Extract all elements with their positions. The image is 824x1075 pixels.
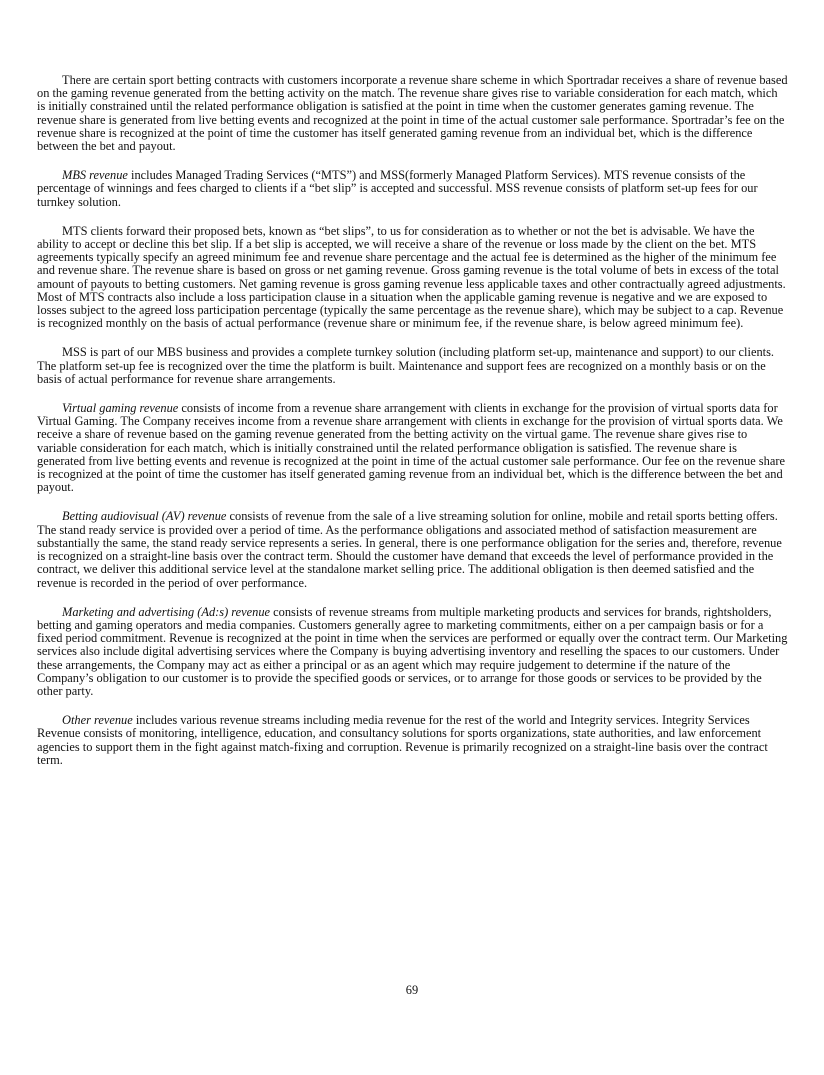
paragraph-revenue-share xyxy=(37,74,788,153)
paragraph-text: consists of revenue from the sale of a live streaming solution for online, mobile and retail sports betting offers. The stand ready service is provided over a period of time. As the performance obligations and associated method of satisfaction measurement are substantially the same, the stand ready service represents a series. In general, there is one performance obligation for the series and, therefore, revenue is recognized on a straight-line basis over the contract term. Should the customer have demand that exceeds the level of performance provided in the contract, we deliver this additional service level at the standalone market selling price. The additional obligation is then deemed satisfied and the revenue is recorded in the period of over performance. xyxy=(37,509,782,590)
paragraph-lead-term: Betting audiovisual (AV) revenue xyxy=(62,509,227,524)
paragraph-mbs-revenue xyxy=(37,169,788,209)
paragraph-virtual-gaming-revenue xyxy=(37,402,788,494)
paragraph-text: MSS is part of our MBS business and provides a complete turnkey solution (including platform set-up, maintenance and support) to our clients. The platform set-up fee is recognized over the time the platform is built. Maintenance and support fees are recognized on a monthly basis or on the basis of actual performance for revenue share arrangements. xyxy=(37,345,775,386)
paragraph-text: includes various revenue streams including media revenue for the rest of the world and Integrity services. Integrity Services Revenue consists of monitoring, intelligence, education, and consultancy solutions for sports organizations, state authorities, and law enforcement agencies to support them in the fight against match-fixing and corruption. Revenue is primarily recognized on a straight-line basis over the contract term. xyxy=(37,713,768,767)
paragraph-lead-term: MBS revenue xyxy=(62,168,128,183)
paragraph-text: There are certain sport betting contracts with customers incorporate a revenue share scheme in which Sportradar receives a share of revenue based on the gaming revenue generated from the betting activity on the match. The revenue share gives rise to variable consideration for each match, which is initially constrained until the related performance obligation is satisfied at the point in time when the customer generates gaming revenue. The revenue share is generated from live betting events and recognized at the point in time of the actual customer sale performance. Sportradar’s fee on the revenue share is recognized at the point of time the customer has itself generated gaming revenue from an individual bet, which is the difference between the bet and payout. xyxy=(37,73,788,154)
paragraph-other-revenue xyxy=(37,714,788,767)
paragraph-text: consists of revenue streams from multiple marketing products and services for brands, rightsholders, betting and gaming operators and media companies. Customers generally agree to marketing commitments, either on a per campaign basis or for a fixed period commitment. Revenue is recognized at the point in time when the services are performed or equally over the contract term. Our Marketing services also include digital advertising services where the Company is buying advertising inventory and reselling the spaces to our customers. Under these arrangements, the Company may act as either a principal or as an agent which may require judgement to determine if the nature of the Company’s obligation to our customer is to provide the specified goods or services, or to arrange for those goods or services to be provided by the other party. xyxy=(37,604,788,698)
paragraph-text: consists of income from a revenue share arrangement with clients in exchange for the provision of virtual sports data for Virtual Gaming. The Company receives income from a revenue share arrangement with clients in exchange for the provision of virtual sports data. We receive a share of revenue based on the gaming revenue generated from the betting activity on the virtual game. The revenue share gives rise to variable consideration for each match, which is initially constrained until the related performance obligation is satisfied. The revenue share is generated from live betting events and revenue is recognized at the point in time of the actual customer sale performance. Our fee on the revenue share is recognized at the point of time the customer has itself generated gaming revenue from an individual bet, which is the difference between the bet and payout. xyxy=(37,401,785,495)
paragraph-text: includes Managed Trading Services (“MTS”) and MSS(formerly Managed Platform Services). MTS revenue consists of the percentage of winnings and fees charged to clients if a “bet slip” is accepted and successful. MSS revenue consists of platform set-up fees for our turnkey solution. xyxy=(37,168,758,209)
page-number: 69 xyxy=(405,983,419,997)
paragraph-lead-term: Other revenue xyxy=(62,713,133,728)
paragraph-text: MTS clients forward their proposed bets, known as “bet slips”, to us for consideration as to whether or not the bet is advisable. We have the ability to accept or decline this bet slip. If a bet slip is accepted, we will receive a share of the revenue or loss made by the client on the bet. MTS agreements typically specify an agreed minimum fee and revenue share percentage and the actual fee is determined as the higher of the minimum fee and revenue share. The revenue share is based on gross or net gaming revenue. Gross gaming revenue is the total volume of bets in excess of the total amount of payouts to betting customers. Net gaming revenue is gross gaming revenue less applicable taxes and other contractually agreed adjustments. Most of MTS contracts also include a loss participation clause in a situation when the applicable gaming revenue is negative and we are exposed to losses subject to the agreed loss participation percentage (typically the same percentage as the revenue share), which may be subject to a cap. Revenue is recognized monthly on the basis of actual performance (revenue share or minimum fee, if the revenue share, is below agreed minimum fee). xyxy=(37,223,786,331)
paragraph-marketing-advertising-revenue xyxy=(37,606,788,698)
paragraph-betting-av-revenue xyxy=(37,510,788,589)
paragraph-mss xyxy=(37,346,788,386)
document-body xyxy=(37,74,788,783)
paragraph-mts-clients xyxy=(37,225,788,331)
paragraph-lead-term: Virtual gaming revenue xyxy=(62,401,179,416)
paragraph-lead-term: Marketing and advertising (Ad:s) revenue xyxy=(62,604,271,619)
